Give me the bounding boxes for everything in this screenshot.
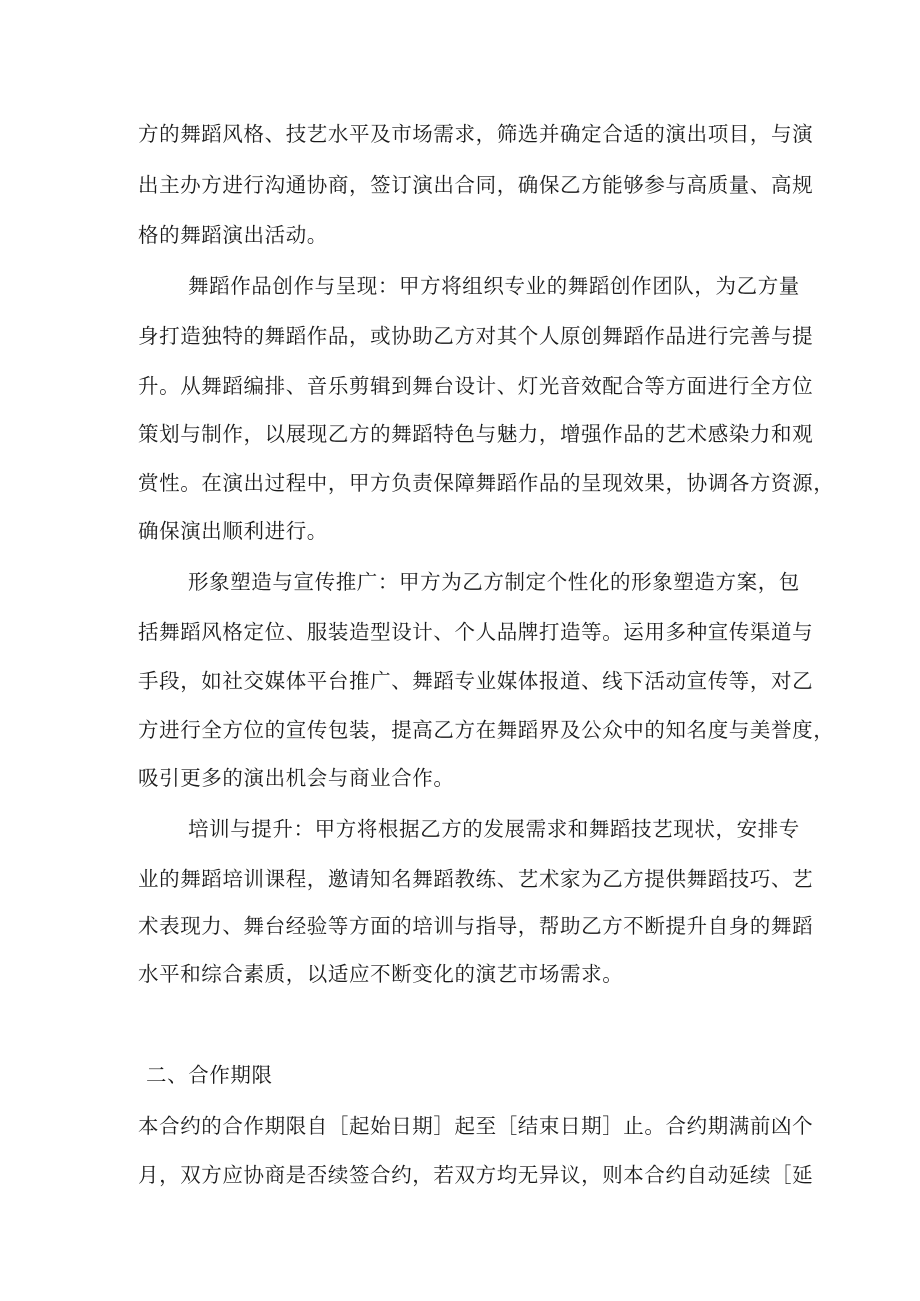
text-line: 赏性。在演出过程中，甲方负责保障舞蹈作品的呈现效果，协调各方资源，	[138, 471, 835, 495]
section-heading: 二、合作期限	[146, 1063, 273, 1087]
text-line: 月，双方应协商是否续签合约，若双方均无异议，则本合约自动延续［延	[138, 1163, 814, 1187]
paragraph-first-line: 形象塑造与宣传推广：甲方为乙方制定个性化的形象塑造方案，包	[188, 570, 800, 594]
text-line: 策划与制作，以展现乙方的舞蹈特色与魅力，增强作品的艺术感染力和观	[138, 422, 814, 446]
text-line: 括舞蹈风格定位、服装造型设计、个人品牌打造等。运用多种宣传渠道与	[138, 620, 814, 644]
text-line: 身打造独特的舞蹈作品，或协助乙方对其个人原创舞蹈作品进行完善与提	[138, 324, 814, 348]
paragraph-first-line: 培训与提升：甲方将根据乙方的发展需求和舞蹈技艺现状，安排专	[188, 817, 800, 841]
text-line: 确保演出顺利进行。	[138, 519, 328, 543]
text-line: 水平和综合素质，以适应不断变化的演艺市场需求。	[138, 962, 624, 986]
text-line: 升。从舞蹈编排、音乐剪辑到舞台设计、灯光音效配合等方面进行全方位	[138, 374, 814, 398]
text-line: 本合约的合作期限自［起始日期］起至［结束日期］止。合约期满前凶个	[138, 1114, 814, 1138]
text-line: 术表现力、舞台经验等方面的培训与指导，帮助乙方不断提升自身的舞蹈	[138, 914, 814, 938]
paragraph-first-line: 舞蹈作品创作与呈现：甲方将组织专业的舞蹈创作团队，为乙方量	[188, 274, 800, 298]
text-line: 手段，如社交媒体平台推广、舞蹈专业媒体报道、线下活动宣传等，对乙	[138, 669, 814, 693]
text-line: 方的舞蹈风格、技艺水平及市场需求，筛选并确定合适的演出项目，与演	[138, 122, 814, 146]
text-line: 业的舞蹈培训课程，邀请知名舞蹈教练、艺术家为乙方提供舞蹈技巧、艺	[138, 867, 814, 891]
text-line: 出主办方进行沟通协商，签订演出合同，确保乙方能够参与高质量、高规	[138, 173, 814, 197]
text-line: 格的舞蹈演出活动。	[138, 223, 328, 247]
text-line: 吸引更多的演出机会与商业合作。	[138, 766, 455, 790]
text-line: 方进行全方位的宣传包装，提高乙方在舞蹈界及公众中的知名度与美誉度，	[138, 718, 835, 742]
